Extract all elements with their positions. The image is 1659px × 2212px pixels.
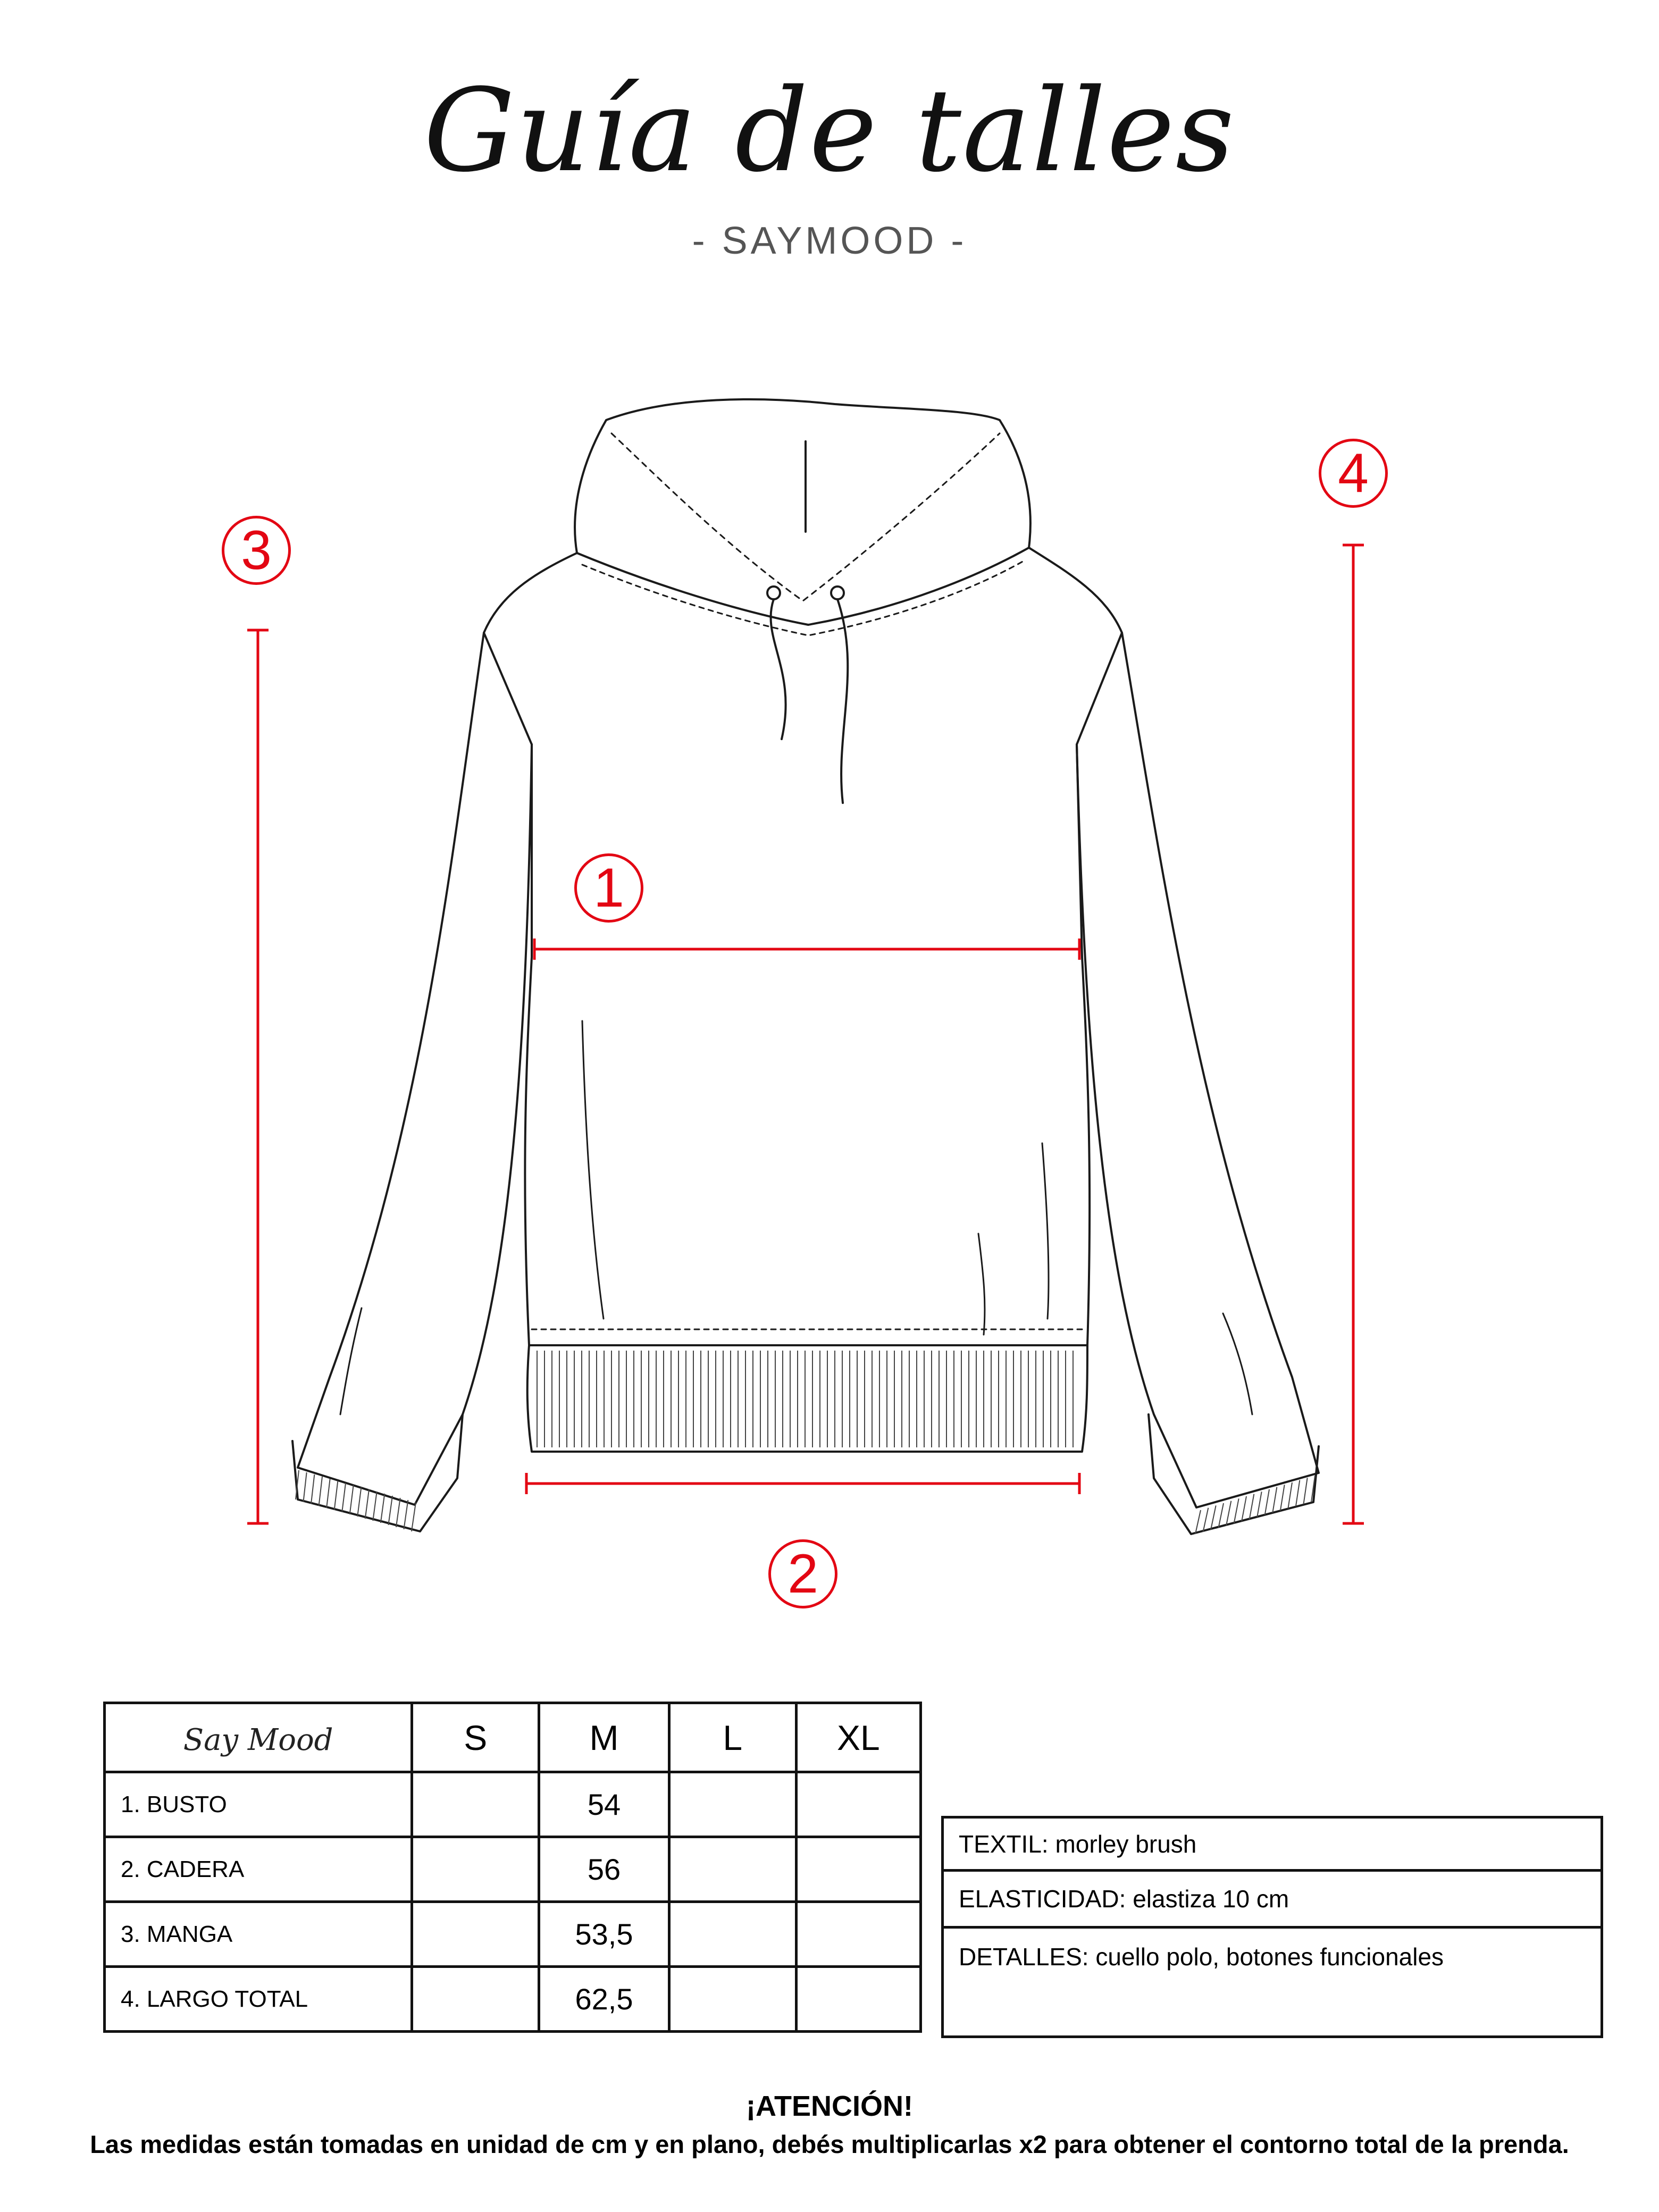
cell-value xyxy=(412,1902,539,1967)
spec-textil: TEXTIL: morley brush xyxy=(943,1817,1602,1871)
measure-3-manga xyxy=(247,630,269,1523)
cell-value xyxy=(796,1772,920,1837)
spec-elasticidad: ELASTICIDAD: elastiza 10 cm xyxy=(943,1871,1602,1928)
size-table xyxy=(103,1702,922,2033)
cell-value: 62,5 xyxy=(539,1967,669,2032)
cell-value xyxy=(412,1772,539,1837)
table-row xyxy=(105,1837,921,1902)
table-row xyxy=(105,1902,921,1967)
size-column-xl: XL xyxy=(796,1703,920,1772)
marker-4-largo: 4 xyxy=(1319,439,1388,508)
cell-value xyxy=(412,1837,539,1902)
garment-specs-table xyxy=(941,1816,1603,2038)
notice-text: Las medidas están tomadas en unidad de cm y en plano, debés multiplicarlas x2 para obtener el contorno total de la prenda. xyxy=(90,2130,1569,2158)
table-row xyxy=(105,1772,921,1837)
cell-value xyxy=(796,1967,920,2032)
marker-1-busto: 1 xyxy=(574,853,643,923)
body-outline xyxy=(484,548,1122,1345)
notice-title: ¡ATENCIÓN! xyxy=(746,2090,913,2122)
row-label: 4. LARGO TOTAL xyxy=(105,1967,412,2032)
right-sleeve xyxy=(1077,633,1319,1507)
right-cuff xyxy=(1149,1414,1319,1534)
size-column-m: M xyxy=(539,1703,669,1772)
cell-value xyxy=(796,1837,920,1902)
brand-signature-cell xyxy=(105,1703,412,1772)
cell-value: 56 xyxy=(539,1837,669,1902)
drawstring-right xyxy=(837,599,848,803)
cell-value xyxy=(669,1837,796,1902)
spec-detalles: DETALLES: cuello polo, botones funcionales xyxy=(943,1928,1602,2037)
cell-value xyxy=(669,1967,796,2032)
cell-value: 54 xyxy=(539,1772,669,1837)
page-title: Guía de talles xyxy=(423,64,1236,197)
size-table-header xyxy=(105,1703,921,1772)
marker-3-manga: 3 xyxy=(222,516,291,585)
measure-2-cadera xyxy=(526,1473,1079,1494)
size-column-s: S xyxy=(412,1703,539,1772)
measure-1-busto xyxy=(534,939,1079,960)
hood-outline xyxy=(575,399,1030,553)
cell-value xyxy=(796,1902,920,1967)
size-column-l: L xyxy=(669,1703,796,1772)
cell-value: 53,5 xyxy=(539,1902,669,1967)
cell-value xyxy=(412,1967,539,2032)
row-label: 3. MANGA xyxy=(105,1902,412,1967)
row-label: 2. CADERA xyxy=(105,1837,412,1902)
marker-2-cadera: 2 xyxy=(768,1539,837,1608)
cell-value xyxy=(669,1772,796,1837)
left-sleeve xyxy=(298,633,532,1505)
cell-value xyxy=(669,1902,796,1967)
measure-4-largo xyxy=(1343,545,1364,1523)
brand-signature: Say Mood xyxy=(183,1722,333,1757)
hood-opening xyxy=(577,548,1029,625)
row-label: 1. BUSTO xyxy=(105,1772,412,1837)
table-row xyxy=(105,1967,921,2032)
brand-subtitle: - SAYMOOD - xyxy=(692,220,967,262)
